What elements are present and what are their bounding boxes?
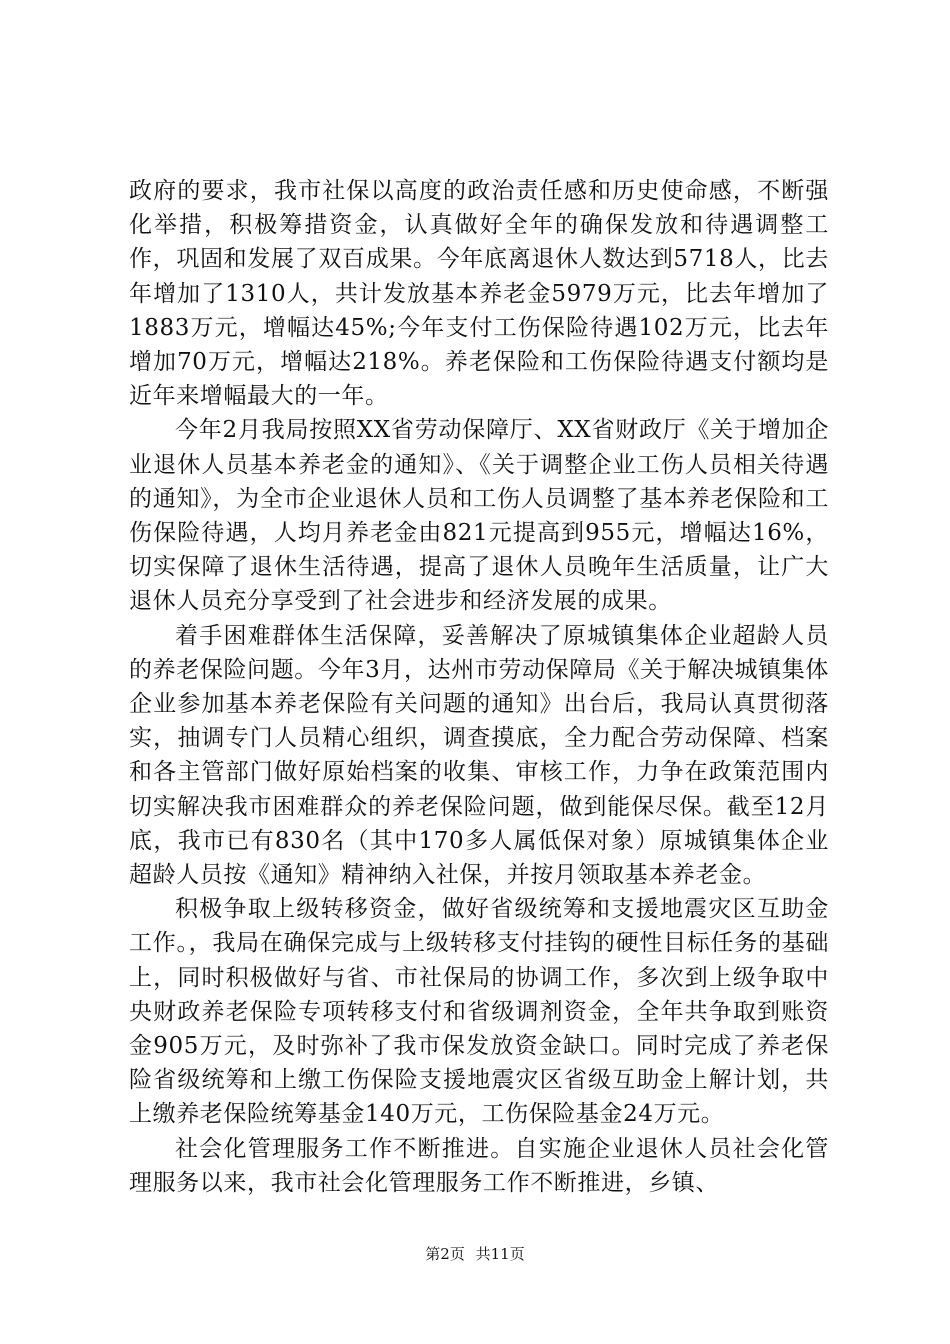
page-total: 共11页 <box>475 1245 525 1263</box>
paragraph-1: 政府的要求，我市社保以高度的政治责任感和历史使命感，不断强化举措，积极筹措资金，认真做好全年的确保发放和待遇调整工作，巩固和发展了双百成果。今年底离退休人数达到5718人，比去年增加了1310人，共计发放基本养老金5979万元，比去年增加了1883万元，增幅达45%;今年支付工伤保险待遇102万元，比去年增加70万元，增幅达218%。养老保险和工伤保险待遇支付额均是近年来增幅最大的一年。 <box>129 178 829 410</box>
page-number: 第2页 <box>425 1245 465 1263</box>
paragraph-2: 今年2月我局按照XX省劳动保障厅、XX省财政厅《关于增加企业退休人员基本养老金的通知》、《关于调整企业工伤人员相关待遇的通知》，为全市企业退休人员和工伤人员调整了基本养老保险和工伤保险待遇，人均月养老金由821元提高到955元，增幅达16%，切实保障了退休生活待遇，提高了退休人员晚年生活质量，让广大退休人员充分享受到了社会进步和经济发展的成果。 <box>129 417 829 615</box>
paragraph-5: 社会化管理服务工作不断推进。自实施企业退休人员社会化管理服务以来，我市社会化管理服务工作不断推进，乡镇、 <box>129 1135 829 1196</box>
document-body <box>129 174 829 1200</box>
paragraph-3: 着手困难群体生活保障，妥善解决了原城镇集体企业超龄人员的养老保险问题。今年3月，达州市劳动保障局《关于解决城镇集体企业参加基本养老保险有关问题的通知》出台后，我局认真贯彻落实，抽调专门人员精心组织，调查摸底，全力配合劳动保障、档案和各主管部门做好原始档案的收集、审核工作，力争在政策范围内切实解决我市困难群众的养老保险问题，做到能保尽保。截至12月底，我市已有830名（其中170多人属低保对象）原城镇集体企业超龄人员按《通知》精神纳入社保，并按月领取基本养老金。 <box>129 622 829 889</box>
page-footer <box>0 1244 950 1264</box>
paragraph-4: 积极争取上级转移资金，做好省级统筹和支援地震灾区互助金工作。，我局在确保完成与上级转移支付挂钩的硬性目标任务的基础上，同时积极做好与省、市社保局的协调工作，多次到上级争取中央财政养老保险专项转移支付和省级调剂资金，全年共争取到账资金905万元，及时弥补了我市保发放资金缺口。同时完成了养老保险省级统筹和上缴工伤保险支援地震灾区省级互助金上解计划，共上缴养老保险统筹基金140万元，工伤保险基金24万元。 <box>129 896 829 1128</box>
